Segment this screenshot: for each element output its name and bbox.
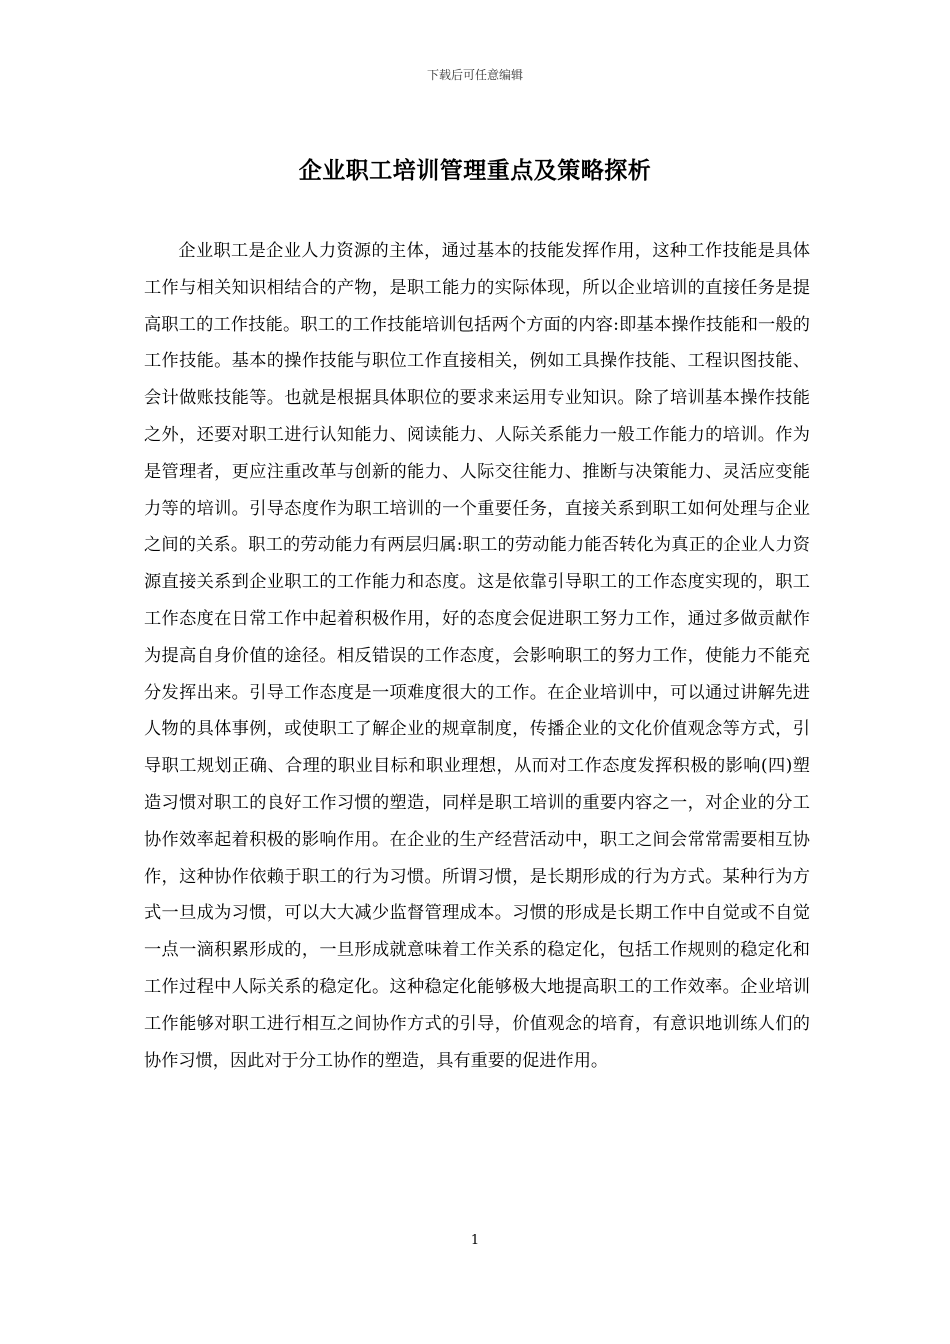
page-header: 下载后可任意编辑 <box>426 68 523 82</box>
body-paragraph: 企业职工是企业人力资源的主体，通过基本的技能发挥作用，这种工作技能是具体工作与相关知识相结合的产物，是职工能力的实际体现，所以企业培训的直接任务是提高职工的工作技能。职工的工作技能培训包括两个方面的内容:即基本操作技能和一般的工作技能。基本的操作技能与职位工作直接相关，例如工具操作技能、工程识图技能、会计做账技能等。也就是根据具体职位的要求来运用专业知识。除了培训基本操作技能之外，还要对职工进行认知能力、阅读能力、人际关系能力一般工作能力的培训。作为是管理者，更应注重改革与创新的能力、人际交往能力、推断与决策能力、灵活应变能力等的培训。引导态度作为职工培训的一个重要任务，直接关系到职工如何处理与企业之间的关系。职工的劳动能力有两层归属:职工的劳动能力能否转化为真正的企业人力资源直接关系到企业职工的工作能力和态度。这是依靠引导职工的工作态度实现的，职工工作态度在日常工作中起着积极作用，好的态度会促进职工努力工作，通过多做贡献作为提高自身价值的途径。相反错误的工作态度，会影响职工的努力工作，使能力不能充分发挥出来。引导工作态度是一项难度很大的工作。在企业培训中，可以通过讲解先进人物的具体事例，或使职工了解企业的规章制度，传播企业的文化价值观念等方式，引导职工规划正确、合理的职业目标和职业理想，从而对工作态度发挥积极的影响(四)塑造习惯对职工的良好工作习惯的塑造，同样是职工培训的重要内容之一，对企业的分工协作效率起着积极的影响作用。在企业的生产经营活动中，职工之间会常常需要相互协作，这种协作依赖于职工的行为习惯。所谓习惯，是长期形成的行为方式。某种行为方式一旦成为习惯，可以大大减少监督管理成本。习惯的形成是长期工作中自觉或不自觉一点一滴积累形成的，一旦形成就意味着工作关系的稳定化，包括工作规则的稳定化和工作过程中人际关系的稳定化。这种稳定化能够极大地提高职工的工作效率。企业培训工作能够对职工进行相互之间协作方式的引导，价值观念的培育，有意识地训练人们的协作习惯，因此对于分工协作的塑造，具有重要的促进作用。 <box>144 241 810 1071</box>
page-number: 1 <box>470 1233 480 1248</box>
document-title: 企业职工培训管理重点及策略探析 <box>298 157 652 184</box>
